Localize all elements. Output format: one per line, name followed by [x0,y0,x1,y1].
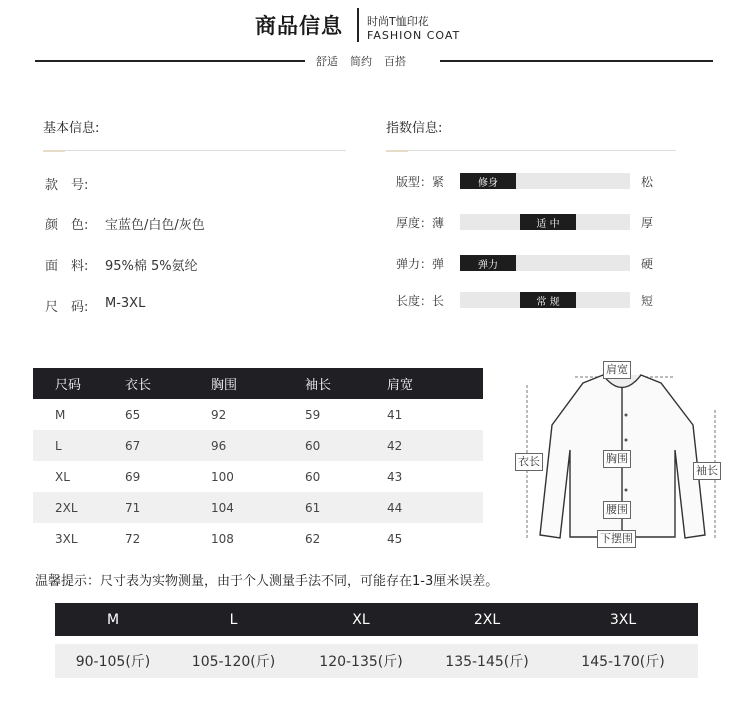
table-cell: 72 [125,531,141,546]
index-end-label: 硬 [641,257,654,271]
weight-range: 90-105(斤) [75,654,151,670]
size-table [33,368,483,554]
diagram-label-hem: 下摆围 [597,530,636,548]
index-marker: 修身 [460,173,516,189]
info-row-style-no [45,174,105,193]
info-label: 款 号: [45,178,89,193]
weight-size-2xl: 2XL [473,611,501,628]
table-cell: 3XL [55,531,78,546]
weight-range: 120-135(斤) [319,654,403,670]
col-size: 尺码 [33,368,125,399]
table-row [33,461,483,492]
table-cell: M [55,407,66,422]
weight-range: 105-120(斤) [191,654,276,670]
table-cell: 62 [305,531,321,546]
index-end-label: 短 [641,294,654,308]
header-tags [316,53,406,69]
weight-size-3xl: 3XL [609,611,637,628]
info-value: M-3XL [105,296,146,311]
weight-size-l: L [229,611,238,628]
table-cell: L [33,430,125,461]
table-cell: 42 [387,430,483,461]
index-row-length [396,292,666,309]
index-row-fit [396,173,666,190]
table-cell: 92 [211,407,227,422]
diagram-label-waist: 腰围 [603,501,631,519]
measurement-diagram [515,355,730,555]
weight-range: 145-170(斤) [581,654,665,670]
header-rule-right [440,60,713,62]
info-label: 颜 色: [45,218,89,233]
tag-comfort: 舒适 [316,55,338,68]
table-cell: 104 [211,492,305,523]
table-cell: 44 [387,492,483,523]
weight-size-xl: XL [352,611,370,628]
diagram-label-length: 衣长 [515,453,543,471]
index-info-accent [386,150,408,152]
table-cell: 67 [125,430,211,461]
info-label: 面 料: [45,259,89,274]
col-chest: 胸围 [211,368,305,399]
info-row-color [45,214,205,233]
table-cell: 100 [211,469,234,484]
diagram-label-chest: 胸围 [603,450,631,468]
index-track [460,173,630,189]
table-cell: 61 [305,492,387,523]
info-row-fabric [45,255,198,274]
basic-info-accent [43,150,65,152]
size-table-header [33,368,483,399]
table-row [33,399,483,430]
weight-range: 135-145(斤) [445,654,529,670]
table-cell: 96 [211,430,305,461]
table-cell: 41 [387,407,403,422]
index-marker: 常 规 [520,292,576,308]
index-track [460,255,630,271]
index-label: 长度：长 [396,294,445,308]
basic-info-rule [43,150,346,151]
index-label: 弹力：弹 [396,257,445,271]
info-value: 宝蓝色/白色/灰色 [105,218,205,233]
table-cell: 71 [125,492,211,523]
table-cell: 108 [211,531,234,546]
diagram-label-shoulder: 肩宽 [603,361,631,379]
table-cell: 59 [305,407,321,422]
index-label: 版型：紧 [396,175,445,189]
index-info-rule [386,150,676,151]
table-cell: XL [55,469,70,484]
index-info-title: 指数信息: [386,121,443,136]
table-cell: 43 [387,469,403,484]
col-shoulder: 肩宽 [387,368,483,399]
index-label: 厚度：薄 [396,216,445,230]
diagram-label-sleeve: 袖长 [693,462,721,480]
tag-versatile: 百搭 [384,55,406,68]
index-end-label: 松 [641,175,654,189]
table-cell: 2XL [33,492,125,523]
weight-size-m: M [106,611,120,628]
subtitle-en: FASHION COAT [367,29,461,42]
table-cell: 45 [387,531,403,546]
index-track [460,214,630,230]
info-label: 尺 码: [45,300,89,315]
page-title: 商品信息 [255,14,343,38]
table-row [33,523,483,554]
col-length: 衣长 [125,368,211,399]
table-row [33,430,483,461]
index-marker: 弹力 [460,255,516,271]
index-end-label: 厚 [641,216,654,230]
table-row [33,492,483,523]
info-row-size [45,296,145,315]
tag-simple: 简约 [350,55,372,68]
info-value: 95%棉 5%氨纶 [105,259,198,274]
col-sleeve: 袖长 [305,368,387,399]
table-cell: 69 [125,469,141,484]
weight-table-row [55,644,698,678]
subtitle-cn: 时尚T恤印花 [367,15,429,28]
table-cell: 65 [125,407,141,422]
table-cell: 60 [305,469,321,484]
index-row-elasticity [396,255,666,272]
weight-table-header [55,603,698,636]
title-divider [357,8,359,42]
header-rule-left [35,60,305,62]
index-track [460,292,630,308]
basic-info-title: 基本信息: [43,121,100,136]
index-marker: 适 中 [520,214,576,230]
size-tip: 温馨提示：尺寸表为实物测量，由于个人测量手法不同，可能存在1-3厘米误差。 [35,574,499,589]
index-row-thickness [396,214,666,231]
table-cell: 60 [305,430,387,461]
